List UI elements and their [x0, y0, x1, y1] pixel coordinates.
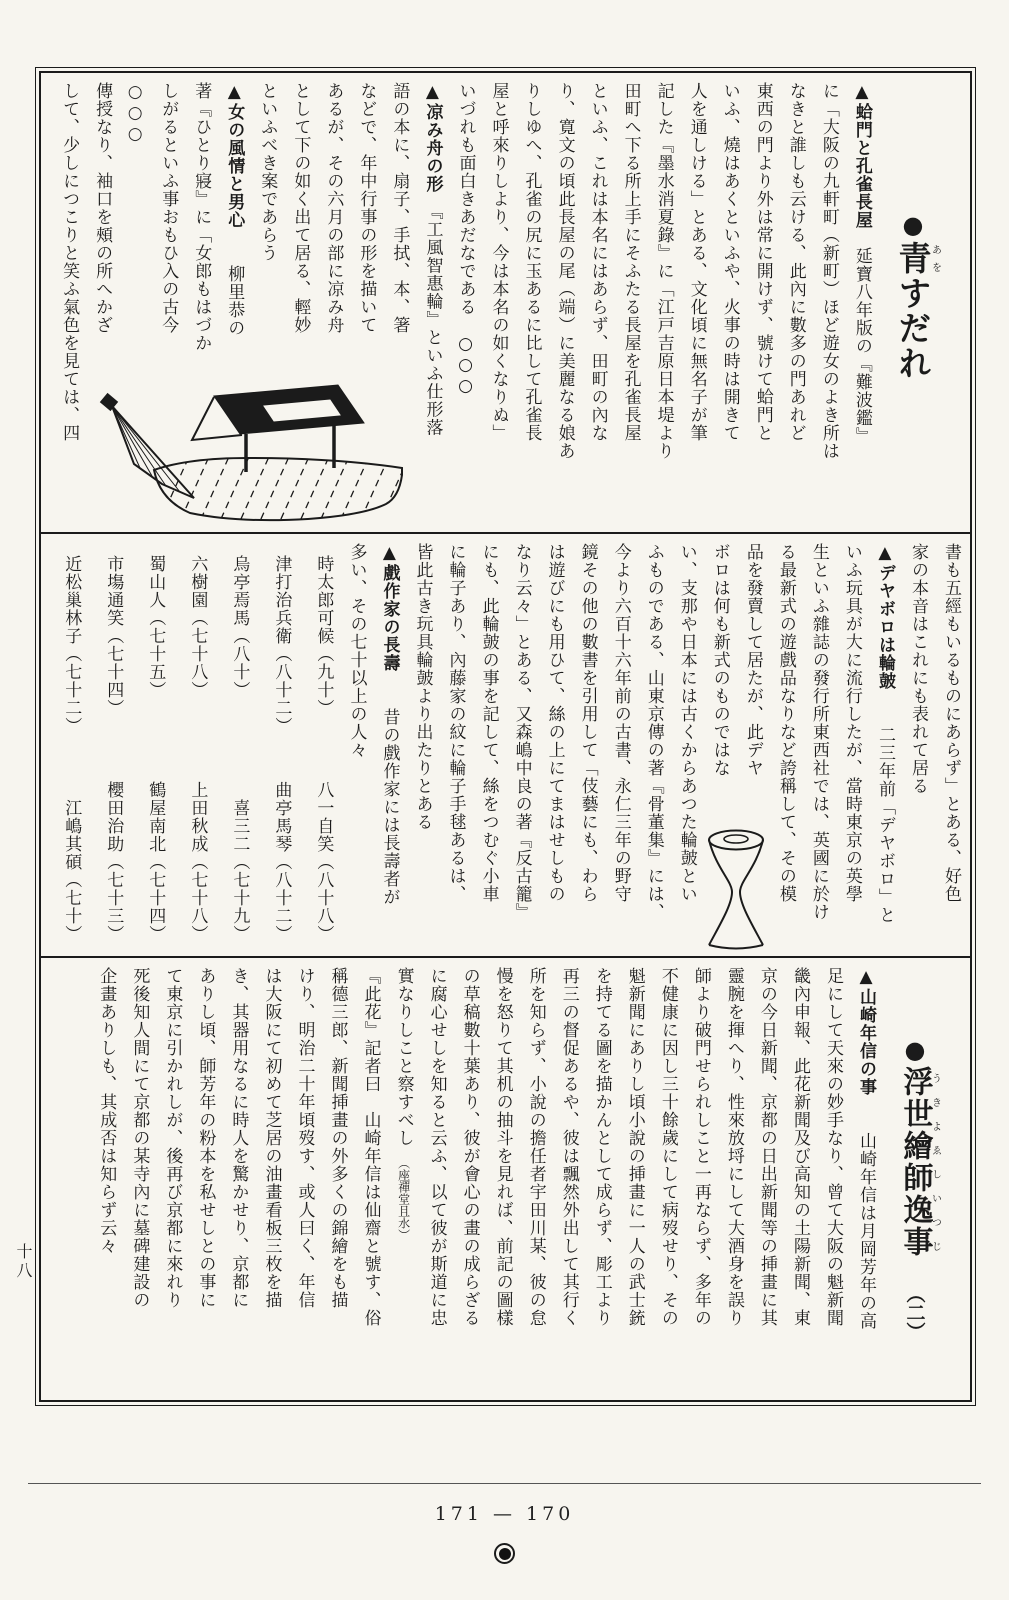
name-entry: 時太郎可候（九十） — [313, 555, 334, 717]
name-age-column — [145, 543, 164, 947]
name-entry: 烏亭焉馬（八十） — [229, 555, 250, 699]
text-column: といふ、これは本名にはあらず、田町の內な — [587, 82, 608, 442]
section-ukiyoe-shi-itsuji — [41, 956, 970, 1400]
text-column: ボロは何も新式のものではな — [709, 543, 730, 777]
text-column: 語の本に、扇子、手拭、本、箸 — [389, 82, 410, 334]
name-entry: 市塲通笑（七十四） — [103, 555, 124, 717]
text-column: 家の本音はこれにも表れて居る — [907, 543, 928, 795]
text-column: て東京に引かれしが、後再び京都に來れり — [162, 967, 183, 1309]
name-age-column — [229, 543, 248, 947]
text-column: 足にして天來の妙手なり、曾て大阪の魁新聞 — [822, 967, 843, 1327]
section-diabolo-gesakusha — [41, 532, 970, 956]
name-age-column — [103, 543, 122, 947]
text-column: りしゆへ、孔雀の尻に玉あるに比して孔雀長 — [521, 82, 542, 442]
page-numbers: 171 — 170 — [434, 1503, 575, 1525]
text-column: にも、此輪皷の事を記して、絲をつむぐ小車 — [478, 543, 499, 903]
name-entry: 八一自笑（八十八） — [313, 781, 334, 943]
text-column: 魁新聞にありし頃小說の挿畫に一人の武士銃 — [624, 967, 645, 1327]
text-column: 再三の督促あるや、彼は飄然外出して其行く — [558, 967, 579, 1327]
text-column: 屋と呼來りしより、今は本名の如くなりぬ」 — [488, 82, 509, 442]
name-age-column — [313, 543, 332, 947]
text-column: などで、年中行事の形を描いて — [356, 82, 377, 334]
text-column: 實なりしこと察すべし（座禪堂且水） — [393, 967, 414, 1241]
text-column: 多い、その七十以上の人々 — [346, 543, 367, 759]
name-entry: 櫻田治助（七十三） — [103, 781, 124, 943]
text-column: り、寛文の頃此長屋の尾（端）に美麗なる娘あ — [554, 82, 575, 460]
text-column: なり云々」とある、又森嶋中良の著『反古籠』 — [511, 543, 532, 921]
text-column: 京の今日新聞、京都の日出新聞等の挿畫に其 — [756, 967, 777, 1327]
text-column: ▲戲作家の長壽 昔の戲作家には長壽者が — [379, 543, 400, 906]
cooling-boat-illustration — [96, 380, 408, 530]
text-column: ▲凉み舟の形 『工風智惠輪』といふ仕形落 — [422, 82, 443, 437]
section-bullet-icon: ● — [900, 1035, 930, 1066]
text-column: しがるといふ事おもひ入の古今 — [158, 82, 179, 334]
section-title: ●浮世繪師逸事うきよゑしいつじ（二） — [897, 1035, 941, 1341]
name-age-column — [271, 543, 290, 947]
name-entry: 喜三二（七十九） — [229, 799, 250, 943]
text-column: に「大阪の九軒町（新町）ほど遊女のよき所は — [818, 82, 839, 460]
name-age-column — [187, 543, 206, 947]
text-column: して、少しにつこりと笑ふ氣色を見ては、四 — [59, 82, 80, 442]
text-column: 今より六百十六年前の古書、永仁三年の野守 — [610, 543, 631, 903]
text-column: ▲女の風情と男心 柳里恭の — [224, 82, 245, 337]
name-entry: 曲亭馬琴（八十二） — [271, 781, 292, 943]
text-column: は大阪にて初めて芝居の油畫看板三枚を描 — [261, 967, 282, 1309]
text-column: 品を發賣して居たが、此デヤ — [742, 543, 763, 777]
text-column: なきと誰しも云ける、此內に數多の門あれど — [785, 82, 806, 442]
text-column: き、其器用なるに時人を驚かせり、京都に — [228, 967, 249, 1309]
text-column: ▲蛤門と孔雀長屋 延寶八年版の『難波鑑』 — [851, 82, 872, 445]
text-column: 人を通しける」とある、文化頃に無名子が筆 — [686, 82, 707, 442]
margin-leaf-number: 十八 — [14, 1243, 33, 1281]
text-column: 鏡その他の數書を引用して「伎藝にも、わら — [577, 543, 598, 903]
text-column: いふ玩具が大に流行したが、當時東京の英學 — [841, 543, 862, 903]
text-column: 生といふ雜誌の發行所東西社では、英國に於け — [808, 543, 829, 921]
name-entry: 六樹園（七十八） — [187, 555, 208, 699]
name-age-column — [61, 543, 80, 947]
text-column: 記した『墨水消夏錄』に「江戸吉原日本堤より — [653, 82, 674, 460]
text-column: は遊びにも用ひて、絲の上にてまはせしもの — [544, 543, 565, 903]
text-column: けり、明治二十年頃歿す、或人曰く、年信 — [294, 967, 315, 1309]
text-column: 傳授なり、袖口を頰の所へかざ — [92, 82, 113, 334]
text-column: 稱德三郎、新聞挿畫の外多くの錦繪をも描 — [327, 967, 348, 1309]
text-column: 師より破門せられしこと一再ならず、多年の — [690, 967, 711, 1327]
page-border-inner — [39, 71, 972, 1402]
name-entry: 鶴屋南北（七十四） — [145, 781, 166, 943]
name-entry: 上田秋成（七十八） — [187, 781, 208, 943]
page-border-frame — [35, 67, 976, 1406]
name-entry: 蜀山人（七十五） — [145, 555, 166, 699]
text-column: いづれも面白きあだなである ○○○ — [455, 82, 476, 397]
text-column: 東西の門より外は常に開けず、號けて蛤門と — [752, 82, 773, 442]
name-entry: 江嶋其碩（七十） — [61, 799, 82, 943]
text-column: 不健康に因し三十餘歲にして病歿せり、その — [657, 967, 678, 1327]
text-column: 死後知人間にて京都の某寺內に墓碑建設の — [129, 967, 150, 1309]
author-credit: （座禪堂且水） — [396, 1157, 411, 1241]
text-column: ▲デヤボロは輪皷 二三年前「デヤボロ」と — [874, 543, 895, 924]
text-column: 書も五經もいるものにあらず」とある、好色 — [941, 543, 961, 903]
bullseye-icon — [494, 1543, 515, 1564]
text-column: いふ、燒はあくといふや、火事の時は開きて — [719, 82, 740, 442]
text-column: を持てる圖を描かんとして成らず、彫工より — [591, 967, 612, 1327]
text-column: ▲山崎年信の事 山崎年信は月岡芳年の高 — [856, 967, 876, 1330]
text-column: の草稿數十葉あり、彼が會心の畫の成らざる — [459, 967, 480, 1327]
name-entry: 津打治兵衛（八十二） — [271, 555, 292, 735]
text-column: る最新式の遊戲品なりなど誇稱して、その模 — [775, 543, 796, 903]
text-column: といふべき案であらう — [257, 82, 278, 262]
text-column: 慢を怒りて其机の抽斗を見れば、前記の圖樣 — [492, 967, 513, 1327]
text-column: 畿內申報、此花新聞及び高知の土陽新聞、東 — [789, 967, 810, 1327]
text-column: 所を知らず、小說の擔任者宇田川某、彼の怠 — [525, 967, 546, 1327]
text-column: い、支那や日本には古くからあつた輪皷とい — [676, 543, 697, 903]
text-column: に輪子あり、內藤家の紋に輪子手毬あるは、 — [445, 543, 466, 903]
text-column: として下の如く出て居る、輕妙 — [290, 82, 311, 334]
text-column: 著『ひとり寢』に「女郎もはづか — [191, 82, 212, 352]
text-column: に腐心せしを知ると云ふ、以て彼が斯道に忠 — [426, 967, 447, 1327]
filler-circles: ○○○ — [125, 82, 146, 145]
text-column: 『此花』記者曰 山崎年信は仙齋と號す、俗 — [360, 967, 381, 1327]
footer-rule — [28, 1483, 981, 1484]
text-column: 皆此古き玩具輪皷より出たりとある — [412, 543, 433, 831]
text-column: あるが、その六月の部に凉み舟 — [323, 82, 344, 334]
text-column: ふものである、山東京傳の著『骨董集』には、 — [643, 543, 664, 921]
text-column: ありし頃、師芳年の粉本を私せしとの事に — [195, 967, 216, 1309]
text-column: 靈腕を揮へり、性來放埒にして大酒身を誤り — [723, 967, 744, 1327]
text-column: 企畫ありしも、其成否は知らず云々 — [96, 967, 117, 1255]
section-ao-sudare — [41, 73, 970, 532]
diabolo-illustration — [693, 826, 779, 952]
section-bullet-icon: ● — [898, 210, 928, 241]
text-column: 田町へ下る所上手にそふたる長屋を孔雀長屋 — [620, 82, 641, 442]
section-title: ●青あをすだれ — [893, 210, 941, 381]
name-entry: 近松巢林子（七十二） — [61, 555, 82, 735]
